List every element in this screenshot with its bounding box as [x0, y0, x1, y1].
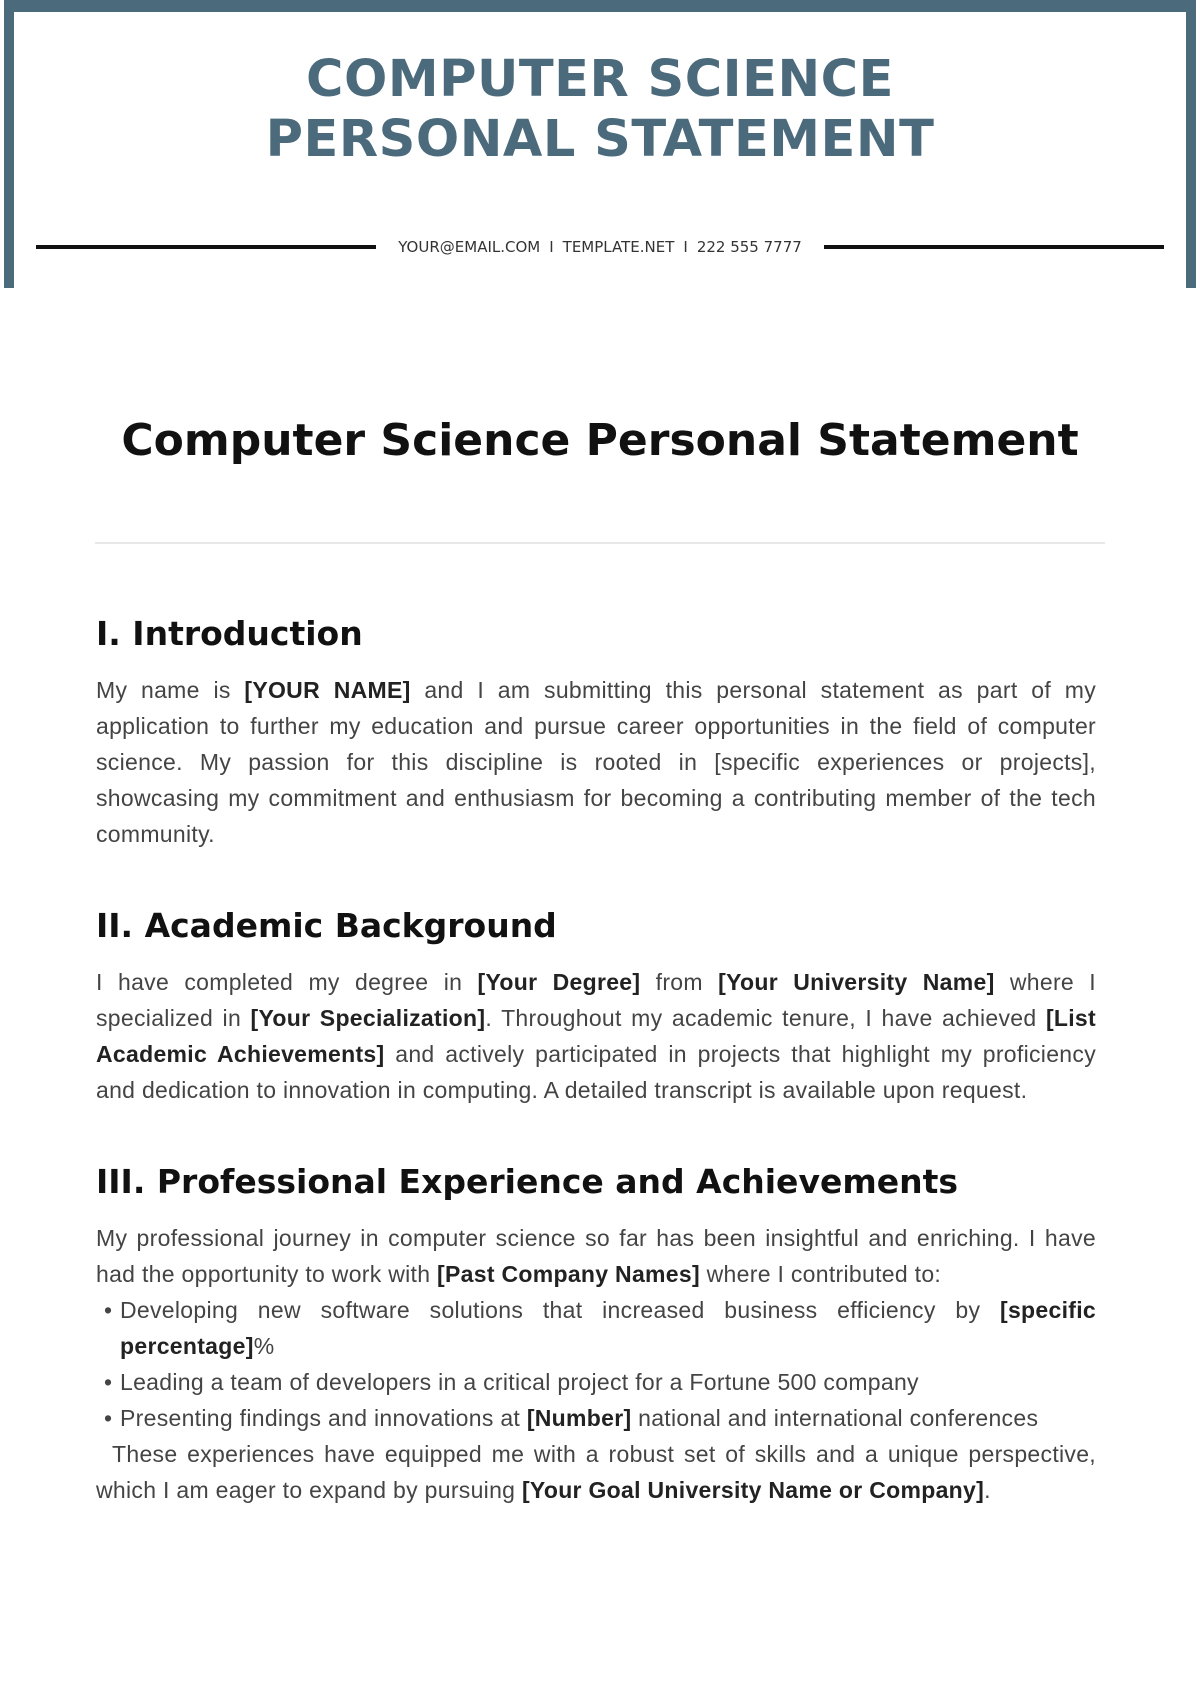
professional-heading: III. Professional Experience and Achievements	[96, 1162, 959, 1201]
contact-info	[376, 238, 824, 256]
placeholder-university: [Your University Name]	[718, 969, 995, 995]
section-academic-background	[96, 904, 1096, 1108]
document-title-line-1: COMPUTER SCIENCE	[306, 50, 894, 109]
list-item: • Leading a team of developers in a critical project for a Fortune 500 company	[104, 1364, 1096, 1400]
contact-separator: I	[549, 238, 554, 256]
page-title: Computer Science Personal Statement	[121, 415, 1079, 466]
contact-phone: 222 555 7777	[696, 238, 802, 256]
academic-paragraph: I have completed my degree in [Your Degree] from [Your University Name] where I specialized in [Your Specialization]. Throughout my academic tenure, I have achieved [List Academic Achievements] and actively participated in projects that highlight my proficiency and dedication to innovation in computing. A detailed transcript is available upon request.	[96, 969, 1096, 1103]
bullet-icon: •	[104, 1405, 113, 1431]
bullet-icon: •	[104, 1297, 113, 1323]
professional-intro: My professional journey in computer science so far has been insightful and enriching. I have had the opportunity to work with [Past Company Names] where I contributed to:	[96, 1225, 1096, 1287]
contact-email: YOUR@EMAIL.COM	[398, 238, 541, 256]
document-title-line-2: PERSONAL STATEMENT	[265, 110, 935, 169]
contact-website: TEMPLATE.NET	[562, 238, 675, 256]
bullet-icon: •	[104, 1369, 113, 1395]
academic-heading: II. Academic Background	[96, 906, 557, 945]
placeholder-specialization: [Your Specialization]	[250, 1005, 486, 1031]
document-body	[96, 612, 1096, 1560]
contact-row	[36, 232, 1164, 262]
section-introduction	[96, 612, 1096, 852]
professional-closing: These experiences have equipped me with a robust set of skills and a unique perspective, which I am eager to expand by pursuing [Your Goal University Name or Company].	[96, 1441, 1096, 1503]
section-professional-experience	[96, 1160, 1096, 1508]
introduction-paragraph: My name is [YOUR NAME] and I am submitting this personal statement as part of my application to further my education and pursue career opportunities in the field of computer science. My passion for this discipline is rooted in [specific experiences or projects], showcasing my commitment and enthusiasm for becoming a contributing member of the tech community.	[96, 677, 1096, 847]
list-item: • Developing new software solutions that increased business efficiency by [specific percentage]%	[104, 1292, 1096, 1364]
contact-left-rule	[36, 245, 376, 249]
contact-right-rule	[824, 245, 1164, 249]
placeholder-achievements: [List Academic Achievements]	[96, 1005, 1096, 1067]
contact-separator: I	[683, 238, 688, 256]
document-title	[0, 50, 1200, 170]
placeholder-number: [Number]	[526, 1405, 632, 1431]
section-divider	[95, 542, 1105, 544]
placeholder-degree: [Your Degree]	[477, 969, 641, 995]
placeholder-goal-university: [Your Goal University Name or Company]	[521, 1477, 985, 1503]
list-item: • Presenting findings and innovations at [Number] national and international conferences	[104, 1400, 1096, 1436]
placeholder-your-name: [YOUR NAME]	[244, 677, 411, 703]
placeholder-percentage: [specific percentage]	[120, 1297, 1096, 1359]
achievements-list	[96, 1292, 1096, 1436]
introduction-heading: I. Introduction	[96, 614, 363, 653]
placeholder-past-companies: [Past Company Names]	[437, 1261, 700, 1287]
